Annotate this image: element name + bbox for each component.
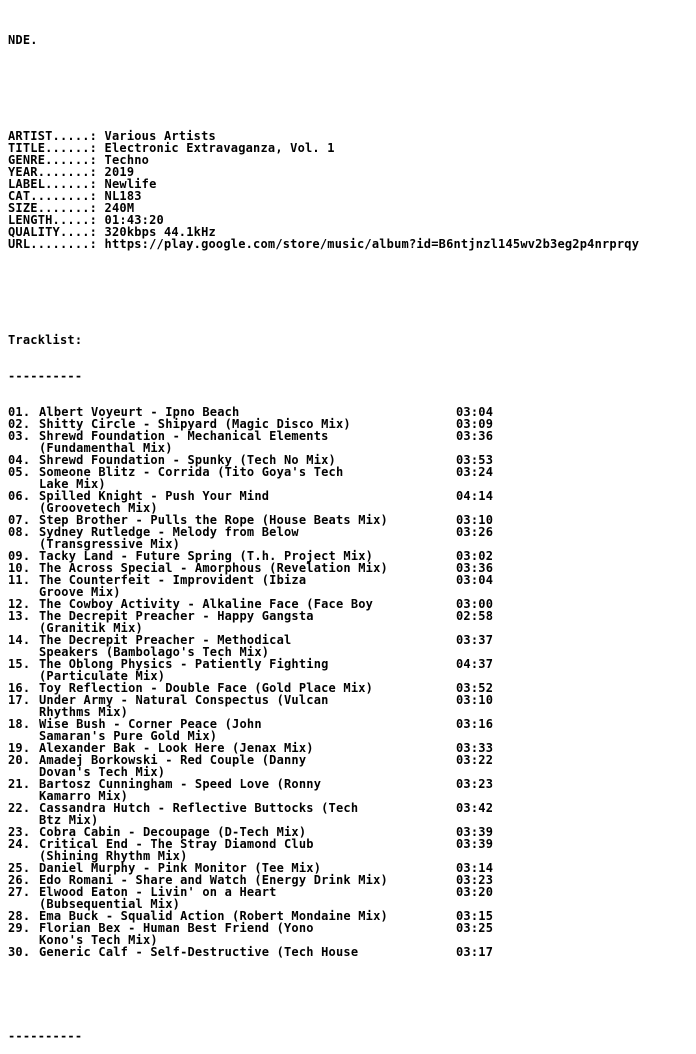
track-duration: 03:00 [456, 597, 494, 611]
track-duration: 03:24 [456, 465, 494, 479]
track-title-continuation: (Groovetech Mix) [39, 501, 158, 515]
track-number: 01. [8, 405, 31, 419]
spacer [8, 274, 692, 310]
track-number: 29. [8, 921, 31, 935]
track-number: 25. [8, 861, 31, 875]
track-title: The Decrepit Preacher - Methodical [39, 633, 292, 647]
track-number: 13. [8, 609, 31, 623]
spacer [8, 70, 692, 106]
track-title: Elwood Eaton - Livin' on a Heart [39, 885, 277, 899]
info-key: LENGTH.....: [8, 213, 98, 227]
info-value: Various Artists [104, 129, 216, 143]
info-key: CAT........: [8, 189, 98, 203]
track-duration: 03:26 [456, 525, 494, 539]
track-number: 20. [8, 753, 31, 767]
track-title-continuation: Kono's Tech Mix) [39, 933, 158, 947]
track-duration: 03:36 [456, 561, 494, 575]
info-key: ARTIST.....: [8, 129, 98, 143]
info-key: LABEL......: [8, 177, 98, 191]
track-title-continuation: Dovan's Tech Mix) [39, 765, 166, 779]
track-title-continuation: (Bubsequential Mix) [39, 897, 181, 911]
track-number: 22. [8, 801, 31, 815]
track-title: The Across Special - Amorphous (Revelation Mix) [39, 561, 388, 575]
track-row [8, 802, 692, 814]
track-title: The Oblong Physics - Patiently Fighting [39, 657, 329, 671]
track-number: 23. [8, 825, 31, 839]
track-row [8, 862, 692, 874]
track-duration: 03:04 [456, 405, 494, 419]
track-number: 09. [8, 549, 31, 563]
track-duration: 03:20 [456, 885, 494, 899]
track-number: 28. [8, 909, 31, 923]
track-row-continuation [8, 850, 692, 862]
info-value: Techno [104, 153, 150, 167]
track-title-continuation: Rhythms Mix) [39, 705, 129, 719]
track-number: 14. [8, 633, 31, 647]
track-duration: 03:36 [456, 429, 494, 443]
tracklist-rule: ---------- [8, 369, 83, 383]
track-number: 21. [8, 777, 31, 791]
tracklist-heading: Tracklist: [8, 333, 83, 347]
track-row [8, 910, 692, 922]
track-title: Shrewd Foundation - Mechanical Elements [39, 429, 329, 443]
tracklist [8, 406, 692, 958]
track-row [8, 946, 692, 958]
info-value: NL183 [104, 189, 142, 203]
nfo-document [8, 10, 692, 1054]
track-number: 17. [8, 693, 31, 707]
track-title-continuation: (Shining Rhythm Mix) [39, 849, 188, 863]
track-title-continuation: Samaran's Pure Gold Mix) [39, 729, 218, 743]
track-number: 10. [8, 561, 31, 575]
info-key: TITLE......: [8, 141, 98, 155]
track-duration: 03:33 [456, 741, 494, 755]
track-title: Someone Blitz - Corrida (Tito Goya's Tech [39, 465, 344, 479]
track-number: 16. [8, 681, 31, 695]
track-title: Bartosz Cunningham - Speed Love (Ronny [39, 777, 322, 791]
track-title: Cobra Cabin - Decoupage (D-Tech Mix) [39, 825, 307, 839]
track-number: 24. [8, 837, 31, 851]
track-title: Amadej Borkowski - Red Couple (Danny [39, 753, 307, 767]
track-title: Sydney Rutledge - Melody from Below [39, 525, 299, 539]
info-key: QUALITY....: [8, 225, 98, 239]
track-title: Shrewd Foundation - Spunky (Tech No Mix) [39, 453, 336, 467]
track-number: 03. [8, 429, 31, 443]
track-duration: 03:37 [456, 633, 494, 647]
track-title: Ema Buck - Squalid Action (Robert Mondaine Mix) [39, 909, 388, 923]
track-title: Daniel Murphy - Pink Monitor (Tee Mix) [39, 861, 322, 875]
info-value: Newlife [104, 177, 157, 191]
track-duration: 03:53 [456, 453, 494, 467]
track-number: 06. [8, 489, 31, 503]
track-number: 05. [8, 465, 31, 479]
info-key: URL........: [8, 237, 98, 251]
info-value: 240M [104, 201, 135, 215]
track-title: Cassandra Hutch - Reflective Buttocks (Tech [39, 801, 359, 815]
track-title: Albert Voyeurt - Ipno Beach [39, 405, 240, 419]
track-title-continuation: Lake Mix) [39, 477, 106, 491]
track-duration: 02:58 [456, 609, 494, 623]
info-value: 320kbps 44.1kHz [104, 225, 216, 239]
header-text: NDE. [8, 33, 38, 47]
track-number: 11. [8, 573, 31, 587]
info-value: https://play.google.com/store/music/album?id=B6ntjnzl145wv2b3eg2p4nrprqy [104, 237, 640, 251]
track-number: 27. [8, 885, 31, 899]
track-duration: 03:04 [456, 573, 494, 587]
release-info-block [8, 130, 692, 250]
track-duration: 03:16 [456, 717, 494, 731]
track-title-continuation: (Granitik Mix) [39, 621, 143, 635]
info-value: Electronic Extravaganza, Vol. 1 [104, 141, 335, 155]
track-title: Spilled Knight - Push Your Mind [39, 489, 270, 503]
info-value: 2019 [104, 165, 135, 179]
track-row [8, 922, 692, 934]
track-duration: 03:09 [456, 417, 494, 431]
track-number: 15. [8, 657, 31, 671]
track-duration: 03:14 [456, 861, 494, 875]
track-title: Step Brother - Pulls the Rope (House Beats Mix) [39, 513, 388, 527]
track-title: The Decrepit Preacher - Happy Gangsta [39, 609, 314, 623]
track-duration: 03:17 [456, 945, 494, 959]
track-title-continuation: Groove Mix) [39, 585, 121, 599]
track-duration: 03:52 [456, 681, 494, 695]
track-duration: 03:23 [456, 873, 494, 887]
info-line [8, 238, 692, 250]
track-number: 18. [8, 717, 31, 731]
track-title: Alexander Bak - Look Here (Jenax Mix) [39, 741, 314, 755]
track-title: Toy Reflection - Double Face (Gold Place Mix) [39, 681, 374, 695]
track-number: 12. [8, 597, 31, 611]
track-row-continuation [8, 898, 692, 910]
track-number: 07. [8, 513, 31, 527]
track-title: The Counterfeit - Improvident (Ibiza [39, 573, 307, 587]
track-duration: 03:10 [456, 513, 494, 527]
track-duration: 03:02 [456, 549, 494, 563]
track-title: Florian Bex - Human Best Friend (Yono [39, 921, 314, 935]
track-duration: 03:15 [456, 909, 494, 923]
track-title: Under Army - Natural Conspectus (Vulcan [39, 693, 329, 707]
track-row [8, 874, 692, 886]
track-row [8, 466, 692, 478]
track-title-continuation: (Transgressive Mix) [39, 537, 181, 551]
track-title-continuation: (Fundamenthal Mix) [39, 441, 173, 455]
track-duration: 03:39 [456, 825, 494, 839]
track-title-continuation: Kamarro Mix) [39, 789, 129, 803]
track-title: Shitty Circle - Shipyard (Magic Disco Mix) [39, 417, 351, 431]
info-key: GENRE......: [8, 153, 98, 167]
track-title: Critical End - The Stray Diamond Club [39, 837, 314, 851]
track-duration: 03:25 [456, 921, 494, 935]
track-duration: 03:39 [456, 837, 494, 851]
spacer [8, 982, 692, 1006]
track-number: 04. [8, 453, 31, 467]
track-duration: 03:22 [456, 753, 494, 767]
track-title: Wise Bush - Corner Peace (John [39, 717, 262, 731]
track-number: 26. [8, 873, 31, 887]
track-title-continuation: Speakers (Bambolago's Tech Mix) [39, 645, 270, 659]
track-duration: 03:42 [456, 801, 494, 815]
track-title: Generic Calf - Self-Destructive (Tech House [39, 945, 359, 959]
track-title-continuation: Btz Mix) [39, 813, 99, 827]
track-number: 08. [8, 525, 31, 539]
track-row-continuation [8, 934, 692, 946]
track-title-continuation: (Particulate Mix) [39, 669, 166, 683]
info-key: SIZE.......: [8, 201, 98, 215]
footer-rule: ---------- [8, 1029, 83, 1043]
track-duration: 03:23 [456, 777, 494, 791]
track-row [8, 886, 692, 898]
track-title: The Cowboy Activity - Alkaline Face (Face Boy [39, 597, 374, 611]
track-number: 19. [8, 741, 31, 755]
track-duration: 04:37 [456, 657, 494, 671]
track-duration: 03:10 [456, 693, 494, 707]
track-number: 02. [8, 417, 31, 431]
track-number: 30. [8, 945, 31, 959]
track-duration: 04:14 [456, 489, 494, 503]
info-value: 01:43:20 [104, 213, 164, 227]
track-title: Edo Romani - Share and Watch (Energy Drink Mix) [39, 873, 388, 887]
track-title: Tacky Land - Future Spring (T.h. Project Mix) [39, 549, 374, 563]
info-key: YEAR.......: [8, 165, 98, 179]
